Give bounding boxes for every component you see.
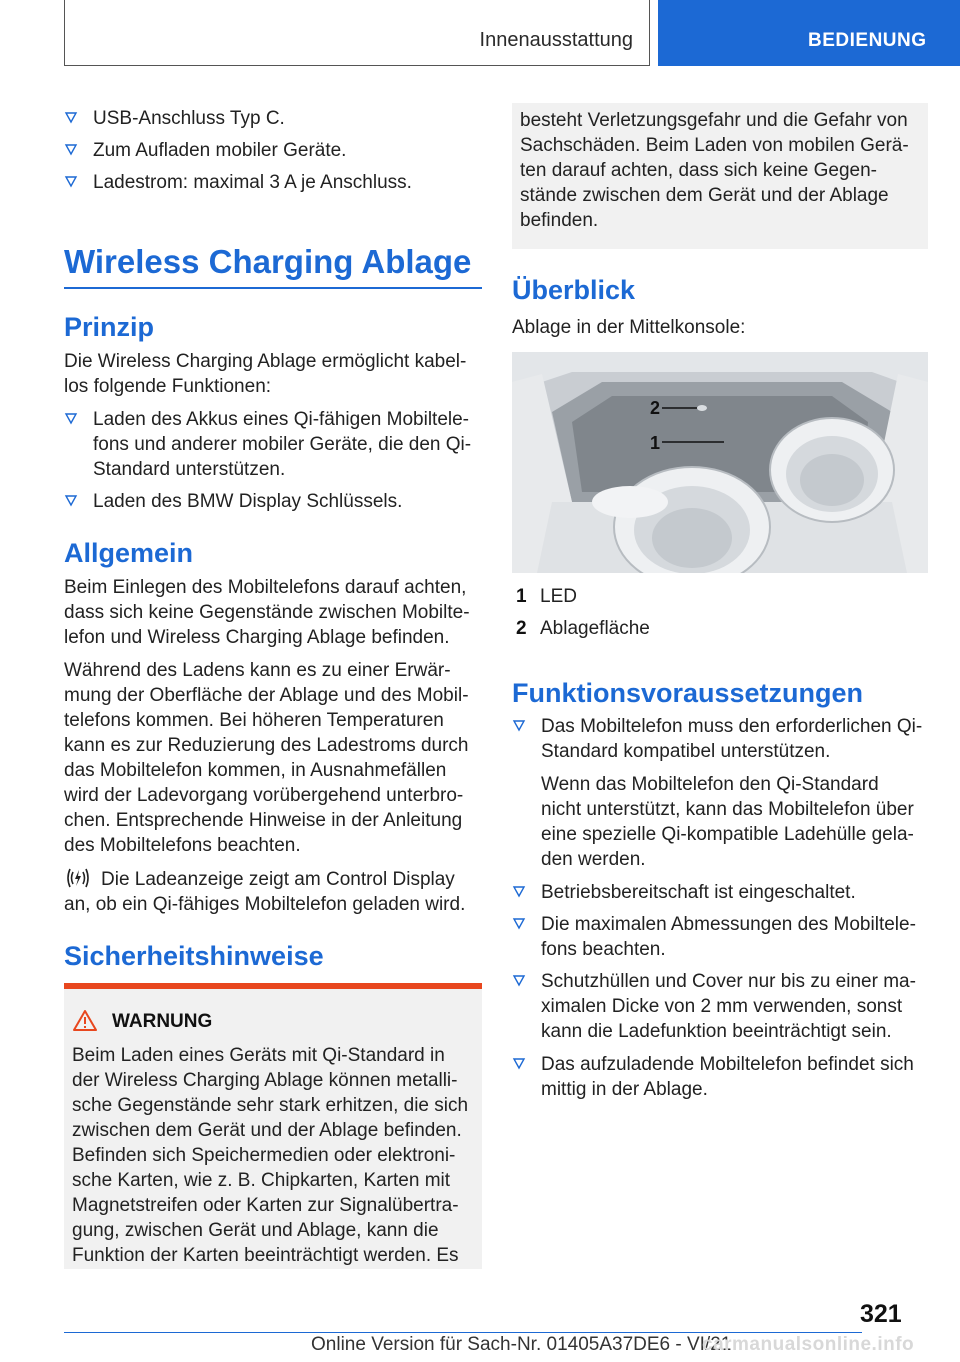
list-item-text: USB-Anschluss Typ C. (93, 108, 285, 129)
warning-label: WARNUNG (112, 1011, 213, 1032)
warning-triangle-icon (72, 1009, 98, 1037)
paragraph-line: dass sich keine Gegenstände zwischen Mobilte- (64, 602, 470, 623)
warning-text-line: sche Gegenstände sehr stark erhitzen, die sich (72, 1095, 469, 1116)
list-item (64, 106, 482, 131)
legend-label: Ablagefläche (540, 618, 650, 639)
legend-label: LED (540, 586, 577, 607)
list-item-text: mittig in der Ablage. (541, 1079, 708, 1100)
header-section-title: Innenausstattung (479, 29, 633, 51)
list-item (64, 138, 482, 163)
legend-number: 2 (516, 618, 527, 639)
list-item (512, 912, 928, 962)
list-item-note: den werden. (541, 849, 646, 870)
heading-ueberblick: Überblick (512, 275, 636, 305)
triangle-bullet-icon (512, 916, 526, 930)
paragraph-line: kann es zur Reduzierung des Ladestroms durch (64, 735, 469, 756)
warning-text-line: Funktion der Karten beeinträchtigt werden. Es (72, 1245, 459, 1266)
warning-text-line: sche Karten, wie z. B. Chipkarten, Karten mit (72, 1170, 451, 1191)
triangle-bullet-icon (64, 493, 78, 507)
title-rule (64, 287, 482, 289)
list-item-text: ximalen Dicke von 2 mm verwenden, sonst (541, 996, 903, 1017)
list-item-text: Ladestrom: maximal 3 A je Anschluss. (93, 172, 412, 193)
triangle-bullet-icon (64, 110, 78, 124)
callout-1: 1 (650, 433, 661, 453)
console-illustration (512, 352, 928, 573)
triangle-bullet-icon (64, 411, 78, 425)
heading-prinzip: Prinzip (64, 312, 155, 342)
list-item (512, 880, 928, 905)
paragraph-line: wird der Ladevorgang vorübergehend unterbro- (64, 785, 464, 806)
header-chapter-tab (658, 0, 960, 66)
triangle-bullet-icon (64, 142, 78, 156)
heading-funktionsvoraussetzungen: Funktionsvoraussetzungen (512, 678, 864, 708)
warning-text-line: gung, zwischen Gerät und Ablage, kann die (72, 1220, 439, 1241)
paragraph-line: Die Ladeanzeige zeigt am Control Display (101, 869, 455, 890)
callout-2: 2 (650, 398, 661, 418)
list-item-text: Das Mobiltelefon muss den erforderlichen Qi- (541, 716, 923, 737)
wireless-charging-icon (64, 866, 92, 895)
paragraph-line: Während des Ladens kann es zu einer Erwär- (64, 660, 451, 681)
header-section-tab (64, 0, 650, 66)
paragraph-line: telefons kommen. Bei höheren Temperaturen (64, 710, 444, 731)
list-item-note: Wenn das Mobiltelefon den Qi-Standard (541, 774, 879, 795)
triangle-bullet-icon (64, 174, 78, 188)
triangle-bullet-icon (512, 973, 526, 987)
warning-text-line: befinden. (520, 210, 599, 231)
list-item (512, 714, 928, 874)
list-item (64, 489, 482, 514)
warning-text-line: ten darauf achten, dass sich keine Gegen- (520, 160, 878, 181)
footer-version-text: Online Version für Sach-Nr. 01405A37DE6 - VI/21 (311, 1334, 732, 1355)
list-item-note: eine spezielle Qi-kompatible Ladehülle gela- (541, 824, 914, 845)
page-title: Wireless Charging Ablage (64, 243, 472, 280)
list-item-note: nicht unterstützt, kann das Mobiltelefon über (541, 799, 914, 820)
warning-text-line: Sachschäden. Beim Laden von mobilen Gerä- (520, 135, 909, 156)
warning-text-line: Magnetstreifen oder Karten zur Signalübertra- (72, 1195, 459, 1216)
triangle-bullet-icon (512, 1056, 526, 1070)
list-item-text: Das aufzuladende Mobiltelefon befindet sich (541, 1054, 914, 1075)
watermark: carmanualsonline.info (702, 1334, 915, 1355)
triangle-bullet-icon (512, 718, 526, 732)
paragraph-line: des Mobiltelefons beachten. (64, 835, 301, 856)
triangle-bullet-icon (512, 884, 526, 898)
list-item (512, 969, 928, 1044)
list-item-text: Standard kompatibel unterstützen. (541, 741, 831, 762)
ueberblick-intro: Ablage in der Mittelkonsole: (512, 317, 746, 338)
legend-number: 1 (516, 586, 527, 607)
prinzip-intro-line: los folgende Funktionen: (64, 376, 272, 397)
warning-text-line: stände zwischen dem Gerät und der Ablage (520, 185, 889, 206)
paragraph-line: an, ob ein Qi-fähiges Mobiltelefon geladen wird. (64, 894, 466, 915)
prinzip-intro-line: Die Wireless Charging Ablage ermöglicht kabel- (64, 351, 467, 372)
footer-rule (64, 1332, 862, 1333)
list-item-text: fons beachten. (541, 939, 666, 960)
list-item-text: Die maximalen Abmessungen des Mobiltele- (541, 914, 916, 935)
paragraph-line: chen. Entsprechende Hinweise in der Anleitung (64, 810, 463, 831)
warning-text-line: besteht Verletzungsgefahr und die Gefahr von (520, 110, 908, 131)
list-item-text: Schutzhüllen und Cover nur bis zu einer ma- (541, 971, 916, 992)
warning-text-line: der Wireless Charging Ablage können metalli- (72, 1070, 458, 1091)
heading-allgemein: Allgemein (64, 538, 194, 568)
list-item-text: Laden des Akkus eines Qi-fähigen Mobiltele- (93, 409, 470, 430)
list-item-text: kann die Ladefunktion beeinträchtigt sein. (541, 1021, 892, 1042)
list-item-text: Zum Aufladen mobiler Geräte. (93, 140, 347, 161)
warning-text-line: Beim Laden eines Geräts mit Qi-Standard in (72, 1045, 445, 1066)
paragraph-line: mung der Oberfläche der Ablage und des Mobil- (64, 685, 469, 706)
list-item (512, 1052, 928, 1102)
warning-box (64, 989, 482, 1269)
warning-text-line: zwischen dem Gerät und der Ablage befinden. (72, 1120, 462, 1141)
list-item-text: Laden des BMW Display Schlüssels. (93, 491, 403, 512)
list-item-text: fons und anderer mobiler Geräte, die den Qi- (93, 434, 472, 455)
list-item-text: Standard unterstützen. (93, 459, 286, 480)
page-number: 321 (860, 1300, 902, 1328)
header-chapter-title: BEDIENUNG (808, 30, 927, 51)
paragraph-line: Beim Einlegen des Mobiltelefons darauf achten, (64, 577, 467, 598)
paragraph-line: lefon und Wireless Charging Ablage befinden. (64, 627, 450, 648)
list-item (64, 407, 482, 482)
list-item-text: Betriebsbereitschaft ist eingeschaltet. (541, 882, 856, 903)
warning-box-continued (512, 103, 928, 249)
paragraph-line: das Mobiltelefon kommen, in Ausnahmefällen (64, 760, 447, 781)
warning-text-line: Befinden sich Speichermedien oder elektroni- (72, 1145, 456, 1166)
heading-sicherheitshinweise: Sicherheitshinweise (64, 941, 324, 971)
list-item (64, 170, 482, 195)
